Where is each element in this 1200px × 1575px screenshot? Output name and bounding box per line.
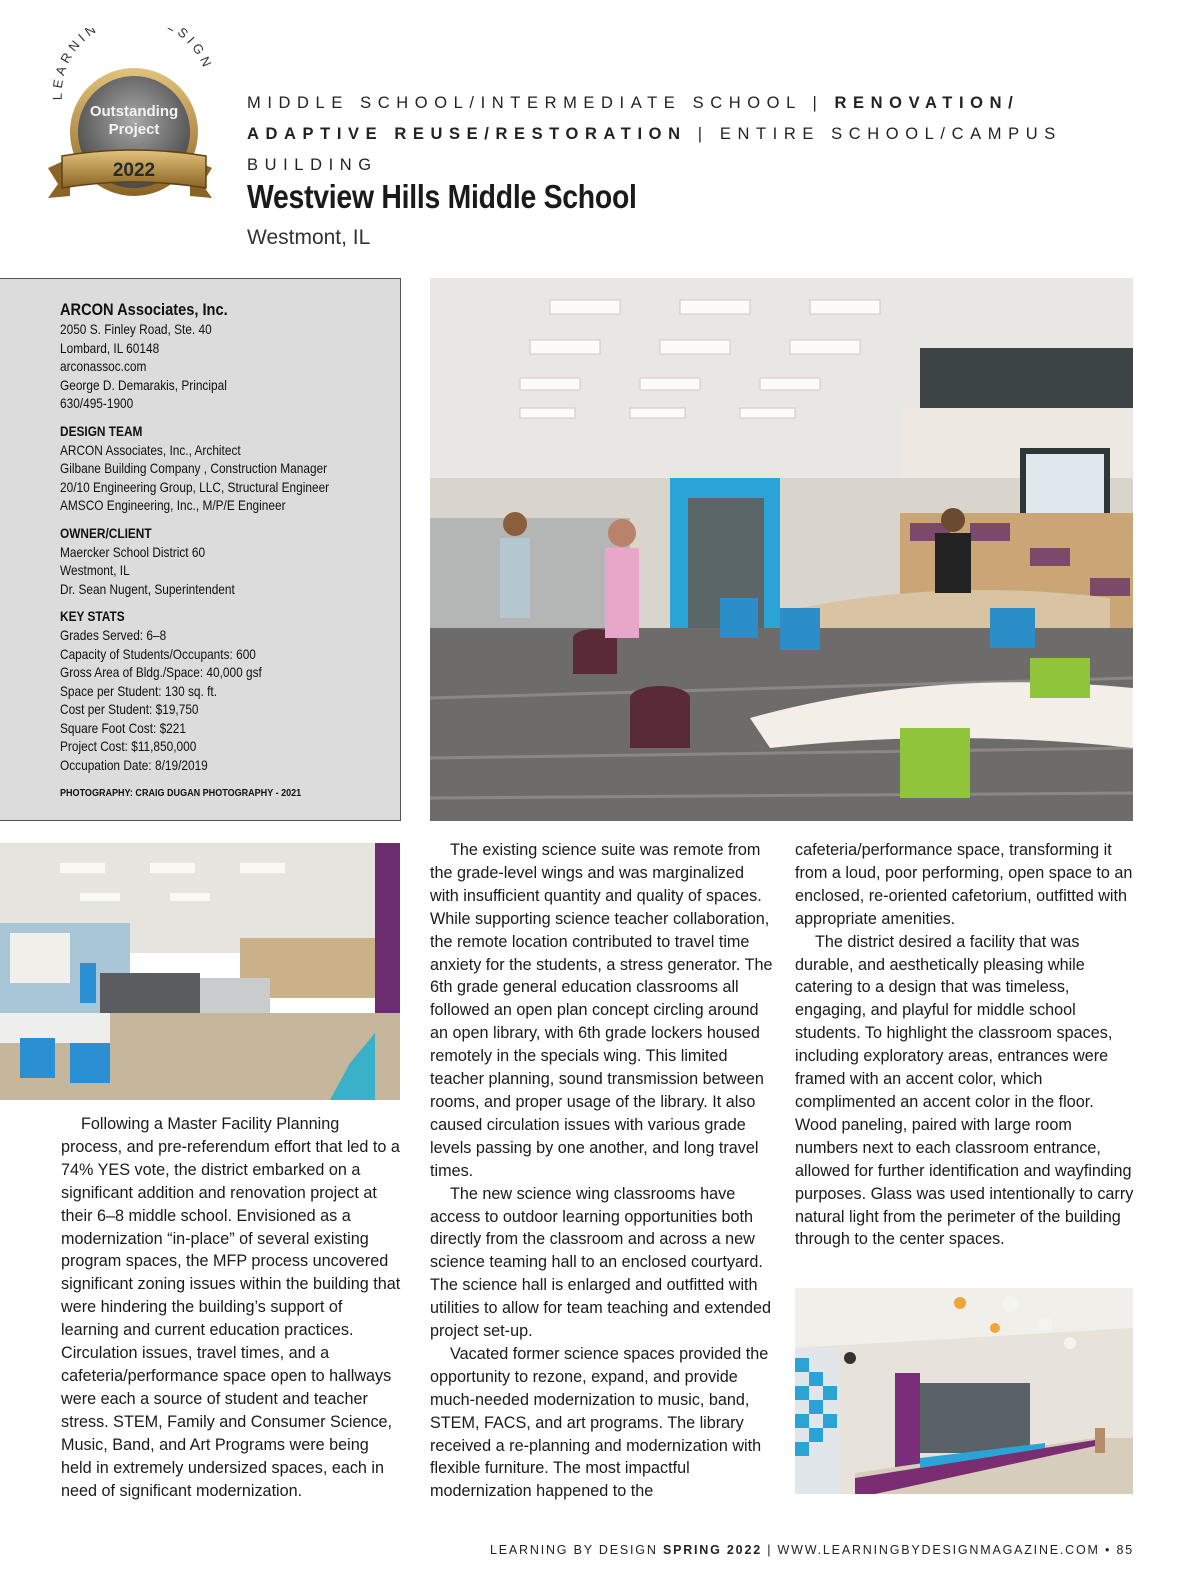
key-stat: Grades Served: 6–8 — [60, 627, 167, 643]
project-location: Westmont, IL — [247, 226, 371, 249]
firm-website: arconassoc.com — [60, 359, 147, 375]
design-team-item: AMSCO Engineering, Inc., M/P/E Engineer — [60, 498, 286, 514]
key-stat: Cost per Student: $19,750 — [60, 702, 199, 718]
key-stats-heading: KEY STATS — [60, 609, 125, 625]
body-column-2 — [430, 839, 775, 1503]
body-column-1 — [61, 1113, 403, 1502]
key-stat: Occupation Date: 8/19/2019 — [60, 758, 208, 774]
footer-bullet: • — [1099, 1543, 1117, 1557]
footer-url[interactable]: WWW.LEARNINGBYDESIGNMAGAZINE.COM — [777, 1543, 1100, 1557]
badge-line2: Project — [108, 121, 160, 138]
page-number: 85 — [1116, 1543, 1134, 1557]
firm-phone: 630/495-1900 — [60, 396, 134, 412]
firm-name: ARCON Associates, Inc. — [60, 300, 228, 319]
library-photo — [430, 278, 1133, 821]
project-title: Westview Hills Middle School — [247, 178, 637, 215]
body-paragraph: The district desired a facility that was durable, and aesthetically pleasing while catering to a design that was timeless, engaging, and playful for middle school students. To highlight the classroom spaces, including exploratory areas, entrances were framed with an accent color, which complimented an accent color in the floor. Wood paneling, paired with large room numbers next to each classroom entrance, allowed for further identification and wayfinding purposes. Glass was used intentionally to carry natural light from the perimeter of the building through to the center spaces. — [795, 932, 1134, 1249]
body-column-3 — [795, 839, 1135, 1251]
category-text-2: | ENTIRE SCHOOL/CAMPUS BUILDING — [247, 125, 1062, 174]
page-footer — [490, 1543, 1134, 1557]
key-stat: Space per Student: 130 sq. ft. — [60, 683, 217, 699]
body-paragraph: cafeteria/performance space, transforming it from a loud, poor performing, open space to an enclosed, re-oriented cafetorium, outfitted with appropriate amenities. — [795, 841, 1133, 928]
key-stat: Square Foot Cost: $221 — [60, 720, 186, 736]
footer-issue: SPRING 2022 — [662, 1543, 762, 1557]
footer-separator: | — [761, 1543, 778, 1557]
body-paragraph: The new science wing classrooms have access to outdoor learning opportunities both directly from the classroom and across a new science teaming hall to an enclosed courtyard. The science hall is enlarged and outfitted with utilities to allow for team teaching and extended project set-up. — [430, 1184, 772, 1341]
outstanding-project-badge — [40, 28, 220, 218]
key-stat: Capacity of Students/Occupants: 600 — [60, 646, 256, 662]
key-stat: Project Cost: $11,850,000 — [60, 739, 197, 755]
badge-arc-text: LEARNIN SIGN — [49, 28, 217, 101]
design-team-item: Gilbane Building Company , Construction Manager — [60, 461, 328, 477]
family-consumer-science-photo — [0, 843, 400, 1100]
design-team-item: 20/10 Engineering Group, LLC, Structural Engineer — [60, 479, 330, 495]
firm-address-2: Lombard, IL 60148 — [60, 340, 160, 356]
body-paragraph: Vacated former science spaces provided the opportunity to rezone, expand, and provide much-needed modernization to music, band, STEM, FACS, and art programs. The library received a re-planning and modernization with flexible furniture. The most impactful modernization happened to the — [430, 1344, 769, 1501]
owner-item: Westmont, IL — [60, 563, 130, 579]
firm-address-1: 2050 S. Finley Road, Ste. 40 — [60, 322, 212, 337]
category-text-1: MIDDLE SCHOOL/INTERMEDIATE SCHOOL | — [247, 94, 835, 112]
body-paragraph: The existing science suite was remote from the grade-level wings and was marginalized with insufficient quantity and quality of spaces. While supporting science teacher collaboration, the remote location contributed to travel time anxiety for the students, a stress generator. The 6th grade general education classrooms all followed an open plan concept circling around an open library, with 6th grade lockers housed remotely in the specials wing. This limited teacher planning, sound transmission between rooms, and proper usage of the library. It also caused circulation issues with various grade levels passing by one another, and long travel times. — [430, 841, 773, 1180]
hallway-photo — [795, 1288, 1133, 1494]
badge-line1: Outstanding — [89, 103, 179, 120]
owner-heading: OWNER/CLIENT — [60, 525, 152, 541]
owner-item: Maercker School District 60 — [60, 544, 206, 560]
firm-contact: George D. Demarakis, Principal — [60, 377, 227, 393]
project-category — [247, 88, 1147, 181]
owner-item: Dr. Sean Nugent, Superintendent — [60, 581, 235, 597]
photo-credit: PHOTOGRAPHY: CRAIG DUGAN PHOTOGRAPHY - 2021 — [60, 786, 302, 799]
project-info-sidebar — [0, 278, 401, 821]
design-team-heading: DESIGN TEAM — [60, 423, 143, 439]
footer-magazine: LEARNING BY DESIGN — [490, 1543, 663, 1557]
badge-year: 2022 — [112, 160, 156, 181]
design-team-item: ARCON Associates, Inc., Architect — [60, 442, 241, 458]
key-stat: Gross Area of Bldg./Space: 40,000 gsf — [60, 665, 262, 681]
category-text-bold: RENOVATION/ ADAPTIVE REUSE/RESTORATION — [247, 94, 1020, 143]
body-paragraph: Following a Master Facility Planning process, and pre-referendum effort that led to a 74% YES vote, the district embarked on a significant addition and renovation project at their 6–8 middle school. Envisioned as a modernization “in-place” of several existing program spaces, the MFP process uncovered significant zoning issues within the building that were hindering the building’s support of learning and current education practices. Circulation issues, travel times, and a cafeteria/performance space open to hallways were each a source of student and teacher stress. STEM, Family and Consumer Science, Music, Band, and Art Programs were being held in extremely undersized spaces, each in need of significant modernization. — [61, 1115, 401, 1500]
